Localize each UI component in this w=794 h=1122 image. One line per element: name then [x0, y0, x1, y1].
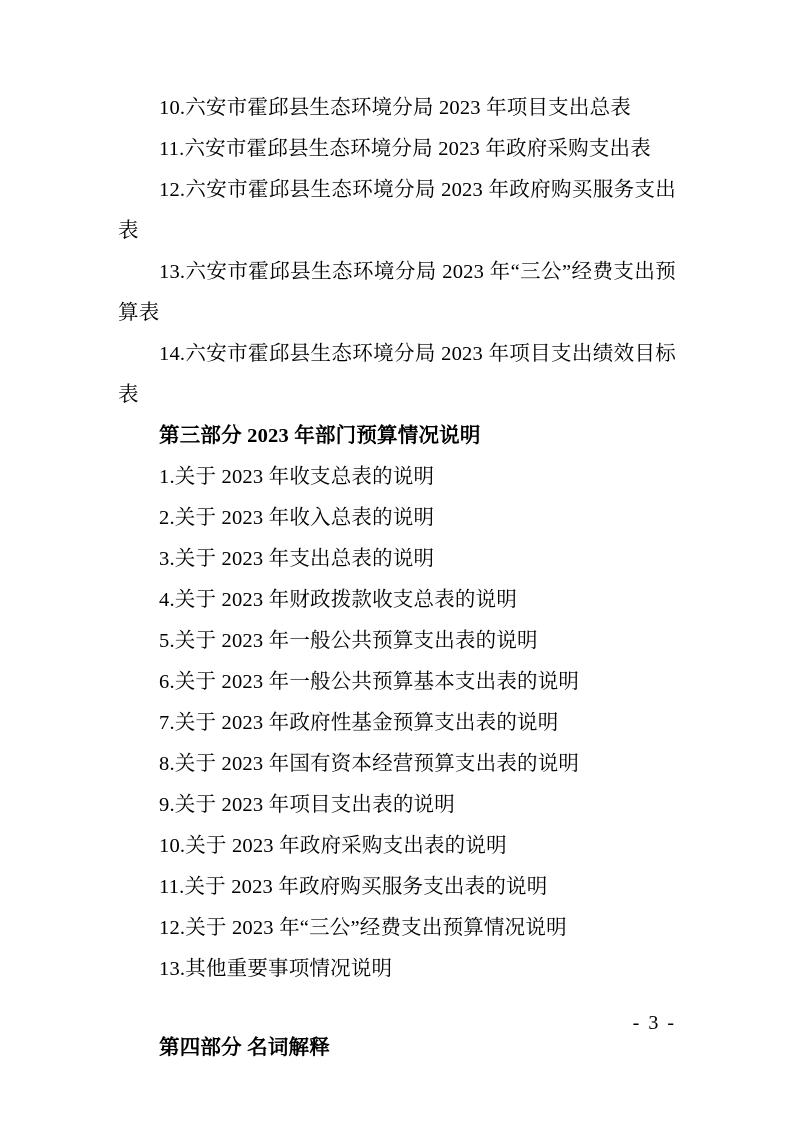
catalog-item: 12.六安市霍邱县生态环境分局 2023 年政府购买服务支出表 — [118, 179, 676, 242]
part-three-item: 1.关于 2023 年收支总表的说明 — [159, 466, 435, 488]
part-three-item: 6.关于 2023 年一般公共预算基本支出表的说明 — [159, 671, 580, 693]
part-three-item: 2.关于 2023 年收入总表的说明 — [159, 507, 435, 529]
part-three-item: 13.其他重要事项情况说明 — [159, 958, 393, 980]
catalog-item: 13.六安市霍邱县生态环境分局 2023 年“三公”经费支出预算表 — [118, 261, 676, 324]
page-body — [118, 88, 676, 1069]
part-three-item: 3.关于 2023 年支出总表的说明 — [159, 548, 435, 570]
part-three-item: 4.关于 2023 年财政拨款收支总表的说明 — [159, 589, 518, 611]
part-three-item: 5.关于 2023 年一般公共预算支出表的说明 — [159, 630, 538, 652]
catalog-item: 14.六安市霍邱县生态环境分局 2023 年项目支出绩效目标表 — [118, 343, 676, 406]
part-three-item: 9.关于 2023 年项目支出表的说明 — [159, 794, 455, 816]
part-three-item: 7.关于 2023 年政府性基金预算支出表的说明 — [159, 712, 559, 734]
page-number: - 3 - — [632, 1012, 676, 1034]
part-four-heading: 第四部分 名词解释 — [159, 1037, 330, 1059]
part-three-item: 10.关于 2023 年政府采购支出表的说明 — [159, 835, 507, 857]
part-three-item: 11.关于 2023 年政府购买服务支出表的说明 — [159, 876, 548, 898]
catalog-item: 11.六安市霍邱县生态环境分局 2023 年政府采购支出表 — [159, 138, 651, 160]
part-three-item: 12.关于 2023 年“三公”经费支出预算情况说明 — [159, 917, 567, 939]
part-three-item: 8.关于 2023 年国有资本经营预算支出表的说明 — [159, 753, 580, 775]
catalog-item: 10.六安市霍邱县生态环境分局 2023 年项目支出总表 — [159, 97, 631, 119]
part-three-heading: 第三部分 2023 年部门预算情况说明 — [159, 425, 481, 447]
